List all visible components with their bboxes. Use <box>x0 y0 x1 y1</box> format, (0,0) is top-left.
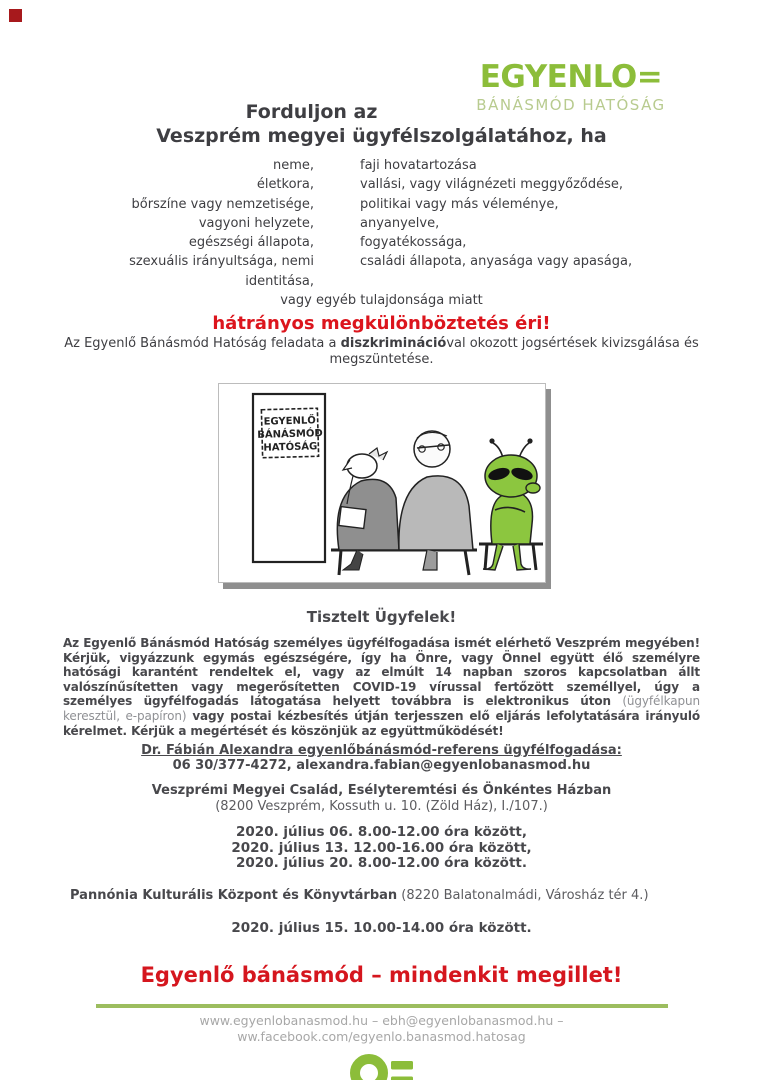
attribute-item: politikai vagy más véleménye, <box>360 196 559 212</box>
mission-statement <box>62 336 702 367</box>
date-line: 2020. július 13. 12.00-16.00 óra között, <box>231 839 532 856</box>
waiting-room-cartoon <box>218 383 546 583</box>
venue-balatonalmadi-date: 2020. július 15. 10.00-14.00 óra között. <box>231 919 532 936</box>
ebh-logo-subtitle: BÁNÁSMÓD HATÓSÁG <box>476 96 666 114</box>
venue-balatonalmadi <box>70 888 763 904</box>
date-line: 2020. július 06. 8.00-12.00 óra között, <box>236 824 527 841</box>
venue-balatonalmadi-name: Pannónia Kulturális Központ és Könyvtárban <box>70 887 398 903</box>
notice-gray-parenthetical: (ügyfélkapun keresztül, e-papíron) <box>63 694 700 724</box>
page-title-line1: Forduljon az <box>245 101 378 123</box>
page-title <box>0 96 763 148</box>
mission-pre: Az Egyenlő Bánásmód Hatóság feladata a <box>64 336 341 352</box>
venue-veszprem-dates <box>0 825 763 872</box>
sign-text-line2: BÁNÁSMÓD <box>256 428 323 441</box>
discrimination-headline: hátrányos megkülönböztetés éri! <box>212 313 551 335</box>
venue-veszprem <box>0 783 763 815</box>
mission-post: val okozott jogsértések kivizsgálása és megszüntetése. <box>329 336 699 367</box>
attribute-item: bőrszíne vagy nemzetisége, <box>131 196 314 212</box>
attribute-item: vallási, vagy világnézeti meggyőződése, <box>360 177 624 193</box>
cartoon-person-woman <box>337 448 399 570</box>
attribute-item: életkora, <box>256 177 314 193</box>
date-line: 2020. július 20. 8.00-12.00 óra között. <box>236 855 527 872</box>
cartoon-bench-2 <box>479 544 543 570</box>
slogan-heading: Egyenlő bánásmód – mindenkit megillet! <box>140 962 623 987</box>
cartoon-alien <box>483 438 540 570</box>
attribute-item: vagyoni helyzete, <box>198 215 314 231</box>
cartoon-illustration <box>219 384 545 582</box>
contact-referent-title: Dr. Fábián Alexandra egyenlőbánásmód-referens ügyfélfogadása: <box>141 743 622 759</box>
notice-part1: Az Egyenlő Bánásmód Hatóság személyes ügyfélfogadása ismét elérhető Veszprém megyében! Kérjük, vigyázzunk egymás egészségére, így ha Önre, vagy Önnel együtt élő személyre hatósági karantént rendeltek el, vagy az elmúlt 14 napban szoros kapcsolatban állt valószínűsítetten vagy megerősítetten COVID-19 vírussal fertőzött személlyel, úgy a személyes ügyfélfogadás látogatása helyett továbbra is elektronikus úton <box>63 636 700 709</box>
attribute-item: faji hovatartozása <box>360 158 477 173</box>
covid-notice-paragraph <box>63 636 700 738</box>
attribute-item: neme, <box>272 158 314 173</box>
mission-bold-word: diszkrimináció <box>340 336 447 352</box>
footer-facebook: ww.facebook.com/egyenlo.banasmod.hatosag <box>237 1029 526 1045</box>
cartoon-person-elderly <box>398 431 472 570</box>
attribute-item: családi állapota, anyasága vagy apasága, <box>360 254 633 270</box>
sign-text-line3: HATÓSÁG <box>262 441 317 454</box>
attribute-item: szexuális irányultsága, nemi identitása, <box>129 254 314 289</box>
venue-balatonalmadi-address: (8220 Balatonalmádi, Városház tér 4.) <box>397 887 649 903</box>
protected-attributes-list <box>0 156 746 291</box>
cartoon-door-sign <box>256 408 323 458</box>
attributes-column-left <box>64 156 314 291</box>
greeting-heading: Tisztelt Ügyfelek! <box>306 608 457 627</box>
contact-phone-email: 06 30/377-4272, alexandra.fabian@egyenlobanasmod.hu <box>172 758 591 774</box>
attributes-footer: vagy egyéb tulajdonsága miatt <box>280 293 483 309</box>
venue-veszprem-name: Veszprémi Megyei Család, Esélyteremtési és Önkéntes Házban <box>151 783 612 799</box>
ebh-logo-wordmark: EGYENLO= <box>479 59 663 95</box>
attribute-item: anyanyelve, <box>360 215 440 231</box>
footer-web-email: www.egyenlobanasmod.hu – ebh@egyenlobanasmod.hu – <box>199 1012 564 1028</box>
page-title-line2: Veszprém megyei ügyfélszolgálatához, ha <box>156 125 607 147</box>
sign-text-line1: EGYENLŐ <box>262 415 316 428</box>
header <box>0 0 763 156</box>
footer-links <box>0 1013 763 1046</box>
notice-part2: vagy postai kézbesítés útján terjesszen elő eljárás lefolytatására irányuló kérelmet. Kérjük a megértését és köszönjük az együttműködését! <box>63 709 700 738</box>
ebh-o-equals-icon <box>349 1052 415 1080</box>
contact-block <box>0 743 763 773</box>
attribute-item: fogyatékossága, <box>360 235 467 251</box>
attributes-column-right <box>360 156 665 291</box>
green-divider-line <box>96 1004 668 1008</box>
attribute-item: egészségi állapota, <box>188 235 314 251</box>
venue-veszprem-address: (8200 Veszprém, Kossuth u. 10. (Zöld Ház), I./107.) <box>215 799 548 815</box>
